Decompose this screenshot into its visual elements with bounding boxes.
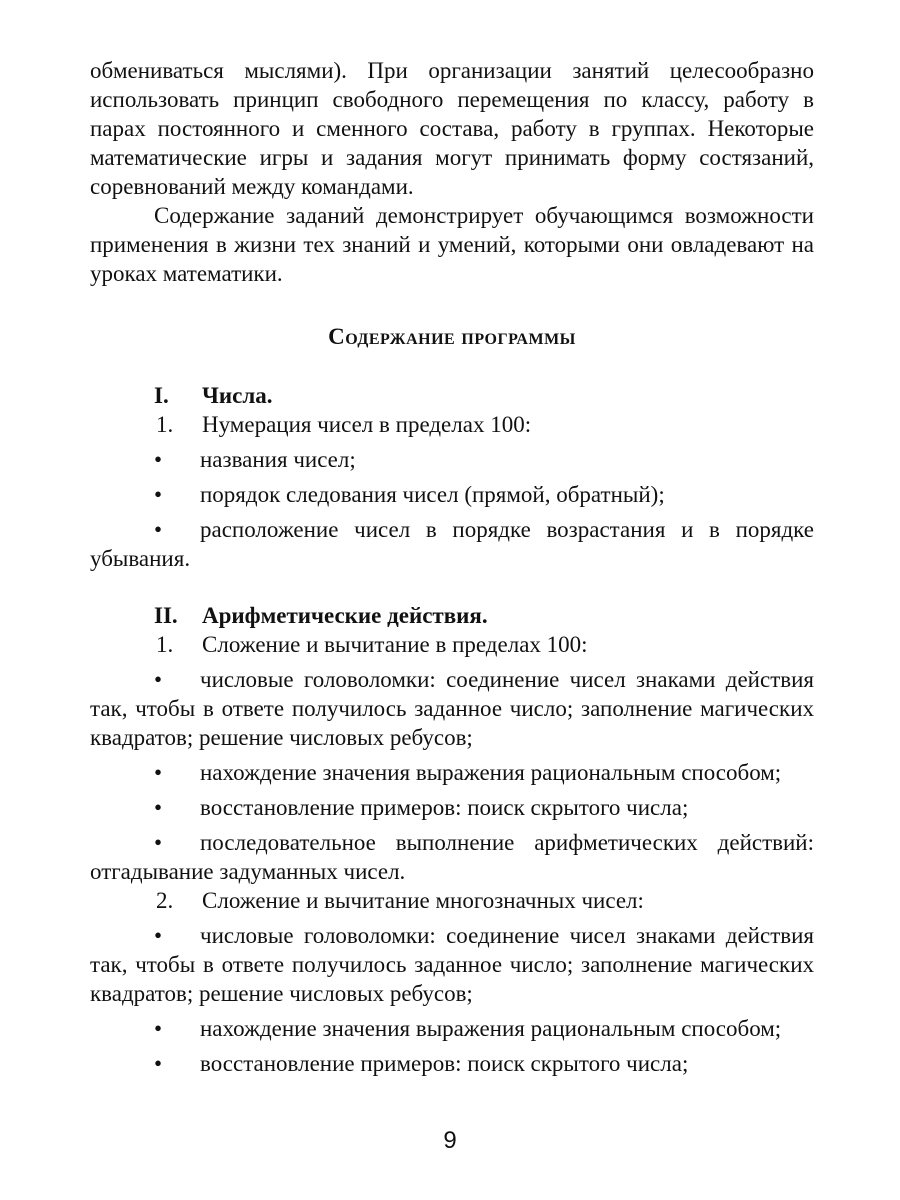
bullet-icon: • bbox=[154, 795, 163, 820]
bullet-item bbox=[90, 515, 814, 573]
bullet-item bbox=[90, 1014, 814, 1043]
item-number: 2. bbox=[156, 888, 174, 913]
numbered-item bbox=[90, 630, 814, 659]
bullet-text: числовые головоломки: соединение чисел знаками действия так, чтобы в ответе получилось заданное число; заполнение магических квадратов; решение числовых ребусов; bbox=[90, 667, 814, 750]
bullet-text: нахождение значения выражения рациональным способом; bbox=[200, 1016, 782, 1041]
bullet-icon: • bbox=[154, 923, 163, 948]
section-numbers-heading bbox=[90, 381, 814, 410]
bullet-text: восстановление примеров: поиск скрытого числа; bbox=[200, 795, 689, 820]
bullet-icon: • bbox=[154, 760, 163, 785]
program-content-heading: Содержание программы bbox=[328, 324, 576, 349]
bullet-item bbox=[90, 793, 814, 822]
bullet-text: порядок следования чисел (прямой, обратный); bbox=[200, 482, 665, 507]
bullet-icon: • bbox=[154, 830, 163, 855]
bullet-item bbox=[90, 828, 814, 886]
intro-paragraph-1: обмениваться мыслями). При организации занятий целесообразно использовать принцип свободного перемещения по классу, работу в парах постоянного и сменного состава, работу в группах. Некоторые математические игры и задания могут принимать форму состязаний, соревнований между командами. bbox=[90, 58, 814, 199]
item-text: Нумерация чисел в пределах 100: bbox=[202, 412, 532, 437]
bullet-item bbox=[90, 665, 814, 752]
section-operations-heading bbox=[90, 601, 814, 630]
bullet-item bbox=[90, 480, 814, 509]
bullet-text: нахождение значения выражения рациональным способом; bbox=[200, 760, 782, 785]
section-number: II. bbox=[154, 603, 178, 628]
bullet-text: названия чисел; bbox=[200, 447, 356, 472]
item-text: Сложение и вычитание в пределах 100: bbox=[202, 632, 588, 657]
bullet-text: расположение чисел в порядке возрастания и в порядке убывания. bbox=[90, 517, 814, 571]
bullet-text: числовые головоломки: соединение чисел знаками действия так, чтобы в ответе получилось заданное число; заполнение магических квадратов; решение числовых ребусов; bbox=[90, 923, 814, 1006]
intro-paragraph-2: Содержание заданий демонстрирует обучающимся возможности применения в жизни тех знаний и умений, которыми они овладевают на уроках математики. bbox=[90, 203, 814, 286]
item-number: 1. bbox=[156, 632, 174, 657]
section-title: Числа. bbox=[202, 383, 273, 408]
numbered-item bbox=[90, 886, 814, 915]
item-text: Сложение и вычитание многозначных чисел: bbox=[202, 888, 644, 913]
bullet-item bbox=[90, 1049, 814, 1078]
section-number: I. bbox=[154, 383, 169, 408]
bullet-icon: • bbox=[154, 447, 163, 472]
bullet-icon: • bbox=[154, 517, 163, 542]
bullet-icon: • bbox=[154, 1051, 163, 1076]
bullet-item bbox=[90, 445, 814, 474]
item-number: 1. bbox=[156, 412, 174, 437]
page-number: 9 bbox=[443, 1127, 457, 1154]
bullet-icon: • bbox=[154, 482, 163, 507]
bullet-text: восстановление примеров: поиск скрытого числа; bbox=[200, 1051, 689, 1076]
numbered-item bbox=[90, 410, 814, 439]
bullet-icon: • bbox=[154, 1016, 163, 1041]
section-title: Арифметические действия. bbox=[202, 603, 488, 628]
bullet-item bbox=[90, 758, 814, 787]
bullet-icon: • bbox=[154, 667, 163, 692]
bullet-text: последовательное выполнение арифметических действий: отгадывание задуманных чисел. bbox=[90, 830, 814, 884]
bullet-item bbox=[90, 921, 814, 1008]
